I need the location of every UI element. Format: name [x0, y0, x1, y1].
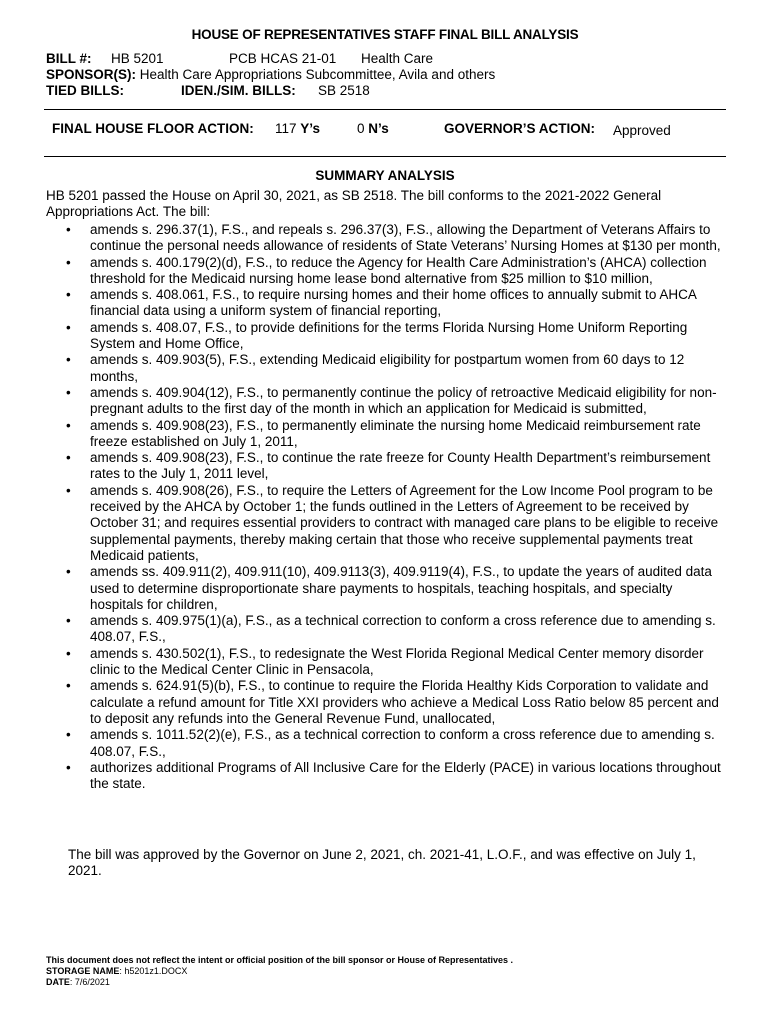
document-title: HOUSE OF REPRESENTATIVES STAFF FINAL BILL ANALYSIS: [191, 27, 579, 42]
governor-action-label: GOVERNOR’S ACTION:: [444, 121, 596, 136]
date-line: [46, 977, 513, 988]
nays-count: [357, 121, 389, 136]
yeas-suffix: Y’s: [300, 121, 321, 136]
storage-name-value: : h5201z1.DOCX: [119, 966, 188, 976]
sponsors-label: SPONSOR(S):: [46, 67, 137, 82]
header-divider-top: [44, 109, 726, 110]
header-divider-bottom: [44, 156, 726, 157]
date-label: DATE: [46, 977, 70, 987]
governor-action-value: Approved: [613, 123, 671, 138]
summary-heading: SUMMARY ANALYSIS: [315, 168, 455, 183]
sponsors-value: Health Care Appropriations Subcommittee, Avila and others: [139, 67, 496, 82]
tied-bills-label: TIED BILLS:: [46, 83, 124, 98]
summary-intro: HB 5201 passed the House on April 30, 2021, as SB 2518. The bill conforms to the 2021-2022 General Appropriations Act. The bill:: [46, 188, 662, 220]
yeas-number: 117: [275, 121, 297, 136]
nays-suffix: N’s: [368, 121, 389, 136]
list-item: • amends s. 430.502(1), F.S., to redesignate the West Florida Regional Medical Center memory disorder clinic to the Medical Center Clinic in Pensacola,: [46, 646, 726, 679]
yeas-count: [275, 121, 320, 136]
list-item: • amends s. 400.179(2)(d), F.S., to reduce the Agency for Health Care Administration’s (AHCA) collection threshold for the Medicaid nursing home lease bond alternative from $25 million to $10 million,: [46, 255, 726, 288]
sponsors-line: [46, 67, 495, 83]
list-item: • amends s. 409.903(5), F.S., extending Medicaid eligibility for postpartum women from 60 days to 12 months,: [46, 352, 726, 385]
list-item: • amends s. 409.908(23), F.S., to permanently eliminate the nursing home Medicaid reimbursement rate freeze established on July 1, 2011,: [46, 418, 726, 451]
list-item: • amends s. 296.37(1), F.S., and repeals s. 296.37(3), F.S., allowing the Department of Veterans Affairs to continue the personal needs allowance of residents of State Veterans’ Nursing Homes at $130 per month,: [46, 222, 726, 255]
pcb-number: PCB HCAS 21-01: [229, 51, 337, 66]
footer-disclaimer: This document does not reflect the intent or official position of the bill sponsor or House of Representatives .: [46, 955, 514, 965]
bill-number: HB 5201: [111, 51, 164, 66]
iden-sim-value: SB 2518: [318, 83, 370, 98]
summary-closing: The bill was approved by the Governor on June 2, 2021, ch. 2021-41, L.O.F., and was effective on July 1, 2021.: [68, 847, 696, 879]
page-footer: [46, 955, 513, 988]
list-item: • amends s. 408.061, F.S., to require nursing homes and their home offices to annually submit to AHCA financial data using a uniform system of financial reporting,: [46, 287, 726, 320]
storage-name-label: STORAGE NAME: [46, 966, 120, 976]
nays-number: 0: [357, 121, 365, 136]
floor-action-label: FINAL HOUSE FLOOR ACTION:: [52, 121, 254, 136]
tied-bills-line: [46, 83, 446, 99]
list-item: • authorizes additional Programs of All Inclusive Care for the Elderly (PACE) in various locations throughout the state.: [46, 760, 726, 793]
list-item: • amends s. 624.91(5)(b), F.S., to continue to require the Florida Healthy Kids Corporation to validate and calculate a refund amount for Title XXI providers who achieve a Medical Loss Ratio below 85 percent and to deposit any refunds into the General Revenue Fund, unallocated,: [46, 678, 726, 727]
list-item: • amends s. 409.908(23), F.S., to continue the rate freeze for County Health Department’s reimbursement rates to the July 1, 2011 level,: [46, 450, 726, 483]
list-item: • amends s. 408.07, F.S., to provide definitions for the terms Florida Nursing Home Uniform Reporting System and Home Office,: [46, 320, 726, 353]
date-value: : 7/6/2021: [69, 977, 110, 987]
list-item: • amends s. 409.904(12), F.S., to permanently continue the policy of retroactive Medicaid eligibility for non-pregnant adults to the first day of the month in which an application for Medicaid is submitted,: [46, 385, 726, 418]
list-item: • amends s. 409.908(26), F.S., to require the Letters of Agreement for the Low Income Pool program to be received by the AHCA by October 1; the funds outlined in the Letters of Agreement to be received by October 31; and requires essential providers to contract with managed care plans to be eligible to receive supplemental payments, thereby making certain that those who receive supplemental payments treat Medicaid patients,: [46, 483, 726, 564]
bill-subject: Health Care: [361, 51, 434, 66]
list-item: • amends s. 1011.52(2)(e), F.S., as a technical correction to conform a cross reference due to amending s. 408.07, F.S.,: [46, 727, 726, 760]
list-item: • amends ss. 409.911(2), 409.911(10), 409.9113(3), 409.9119(4), F.S., to update the years of audited data used to determine disproportionate share payments to hospitals, teaching hospitals, and specialty hospitals for children,: [46, 564, 726, 613]
iden-sim-label: IDEN./SIM. BILLS:: [181, 83, 296, 98]
storage-name-line: [46, 966, 513, 977]
bill-line: [46, 51, 434, 67]
bill-label: BILL #:: [46, 51, 92, 66]
list-item: • amends s. 409.975(1)(a), F.S., as a technical correction to conform a cross reference due to amending s. 408.07, F.S.,: [46, 613, 726, 646]
summary-list: [46, 222, 726, 792]
